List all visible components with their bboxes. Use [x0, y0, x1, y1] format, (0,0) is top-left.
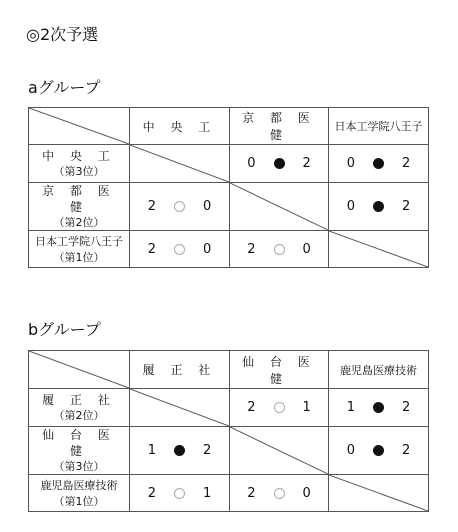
row-header — [29, 475, 130, 512]
self-match-cell — [329, 231, 429, 268]
self-match-cell — [130, 145, 230, 183]
self-match-cell — [230, 427, 329, 475]
loss-mark-icon — [174, 201, 185, 212]
match-result: 2 1 — [230, 389, 329, 427]
column-header-team: 京 都 医 健 — [242, 111, 316, 142]
row-header — [29, 183, 130, 231]
match-result: 0 2 — [329, 183, 429, 231]
match-result: 2 0 — [230, 231, 329, 268]
match-result: 1 2 — [130, 427, 230, 475]
self-match-cell — [329, 475, 429, 512]
team-name: 日本工学院八王子 — [35, 234, 123, 248]
loss-mark-icon — [174, 244, 185, 255]
column-header-team: 鹿児島医療技術 — [340, 363, 417, 377]
row-header — [29, 427, 130, 475]
self-match-cell — [230, 183, 329, 231]
team-name: 中 央 工 — [42, 149, 116, 163]
match-result: 2 0 — [130, 231, 230, 268]
team-rank: （第1位） — [53, 494, 105, 508]
match-result: 2 1 — [130, 475, 230, 512]
win-mark-icon — [174, 445, 185, 456]
match-result: 2 0 — [230, 475, 329, 512]
corner-diagonal-line — [29, 351, 129, 388]
group-b-table — [28, 350, 429, 512]
match-result: 0 2 — [329, 427, 429, 475]
team-name: 履 正 社 — [42, 393, 116, 407]
loss-mark-icon — [174, 488, 185, 499]
match-result: 2 0 — [130, 183, 230, 231]
group-a-table — [28, 107, 429, 268]
win-mark-icon — [373, 402, 384, 413]
loss-mark-icon — [274, 402, 285, 413]
group-b-title: bグループ — [28, 320, 101, 339]
team-rank: （第2位） — [53, 409, 105, 422]
match-result: 0 2 — [230, 145, 329, 183]
group-a-title: aグループ — [28, 78, 101, 97]
corner-cell — [29, 108, 130, 145]
corner-cell — [29, 351, 130, 389]
page-title: ◎2次予選 — [26, 25, 99, 44]
row-header — [29, 389, 130, 427]
match-result: 0 2 — [329, 145, 429, 183]
team-rank: （第3位） — [53, 460, 105, 473]
self-match-cell — [130, 389, 230, 427]
row-header — [29, 231, 130, 268]
team-rank: （第1位） — [53, 250, 105, 264]
match-result: 1 2 — [329, 389, 429, 427]
corner-diagonal-line — [29, 108, 129, 144]
column-header-team: 日本工学院八王子 — [334, 120, 423, 133]
team-rank: （第3位） — [53, 165, 105, 178]
win-mark-icon — [373, 158, 384, 169]
team-name: 京 都 医 健 — [42, 184, 116, 214]
column-header-team: 履 正 社 — [142, 363, 217, 377]
win-mark-icon — [274, 158, 285, 169]
loss-mark-icon — [274, 244, 285, 255]
team-name: 仙 台 医 健 — [42, 428, 116, 458]
column-header-team: 仙 台 医 健 — [242, 354, 316, 386]
row-header — [29, 145, 130, 183]
team-rank: （第2位） — [53, 216, 105, 229]
loss-mark-icon — [274, 488, 285, 499]
win-mark-icon — [373, 445, 384, 456]
column-header-team: 中 央 工 — [142, 119, 217, 134]
win-mark-icon — [373, 201, 384, 212]
team-name: 鹿児島医療技術 — [40, 478, 118, 492]
